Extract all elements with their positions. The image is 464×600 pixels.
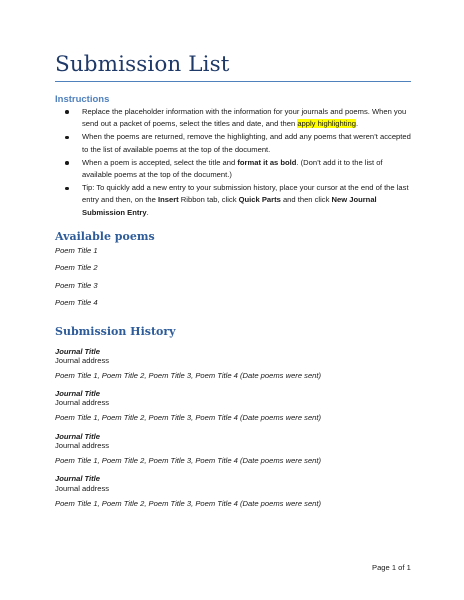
journal-title: Journal Title [55,432,101,441]
instruction-text: Ribbon tab, click [178,195,239,205]
submitted-poems: Poem Title 1, Poem Title 2, Poem Title 3, Poem Title 4 (Date poems were sent) [55,499,322,508]
bold-text: Insert [158,195,179,205]
highlighted-text: apply highlighting [297,119,356,129]
instructions-list [55,106,411,220]
submitted-poems: Poem Title 1, Poem Title 2, Poem Title 3, Poem Title 4 (Date poems were sent) [55,456,322,465]
submitted-poems: Poem Title 1, Poem Title 2, Poem Title 3, Poem Title 4 (Date poems were sent) [55,413,322,422]
journal-address: Journal address [55,441,110,450]
poem-title: Poem Title 2 [55,263,98,272]
journal-address: Journal address [55,398,110,407]
title-underline [55,81,411,82]
poem-title: Poem Title 3 [55,281,98,290]
instruction-text: When the poems are returned, remove the highlighting, and add any poems that weren’t accepted to the list of available poems at the top of the document. [82,132,411,154]
instruction-item [55,106,411,130]
instructions-heading: Instructions [55,94,110,105]
instruction-item [55,157,411,181]
instruction-text: Tip: To quickly add a new entry to your submission history, place your cursor at the end of the last entry and then, on the [82,183,409,205]
available-poems-heading: Available poems [55,230,155,243]
poem-title: Poem Title 4 [55,298,98,307]
submission-history-heading: Submission History [55,325,176,338]
instruction-item [55,131,411,155]
poem-title: Poem Title 1 [55,246,98,255]
journal-title: Journal Title [55,474,101,483]
journal-address: Journal address [55,356,110,365]
instruction-text: Replace the placeholder information with the information for your journals and poems. When you send out a packet of poems, select the titles and date, and then [82,107,407,129]
instruction-text-end: . (Don’t add it to the list of available poems at the top of the document.) [82,157,383,180]
page-number: Page 1 of 1 [372,563,411,572]
bullet-icon [65,187,69,191]
submitted-poems: Poem Title 1, Poem Title 2, Poem Title 3, Poem Title 4 (Date poems were sent) [55,371,322,380]
bold-text: New Journal Submission Entry [82,195,377,217]
bullet-icon [65,110,69,114]
instruction-item [55,182,411,219]
instruction-text: and then click [280,195,332,205]
instruction-text-end: . [356,119,359,129]
bold-text: format it as bold [237,157,297,167]
bold-text: Quick Parts [238,195,281,205]
bullet-icon [65,136,69,140]
journal-title: Journal Title [55,347,101,356]
journal-title: Journal Title [55,389,101,398]
instruction-text-end: . [146,207,149,217]
document-title: Submission List [55,52,230,77]
bullet-icon [65,161,69,165]
instruction-text: When a poem is accepted, select the title and [82,157,238,167]
journal-address: Journal address [55,484,110,493]
